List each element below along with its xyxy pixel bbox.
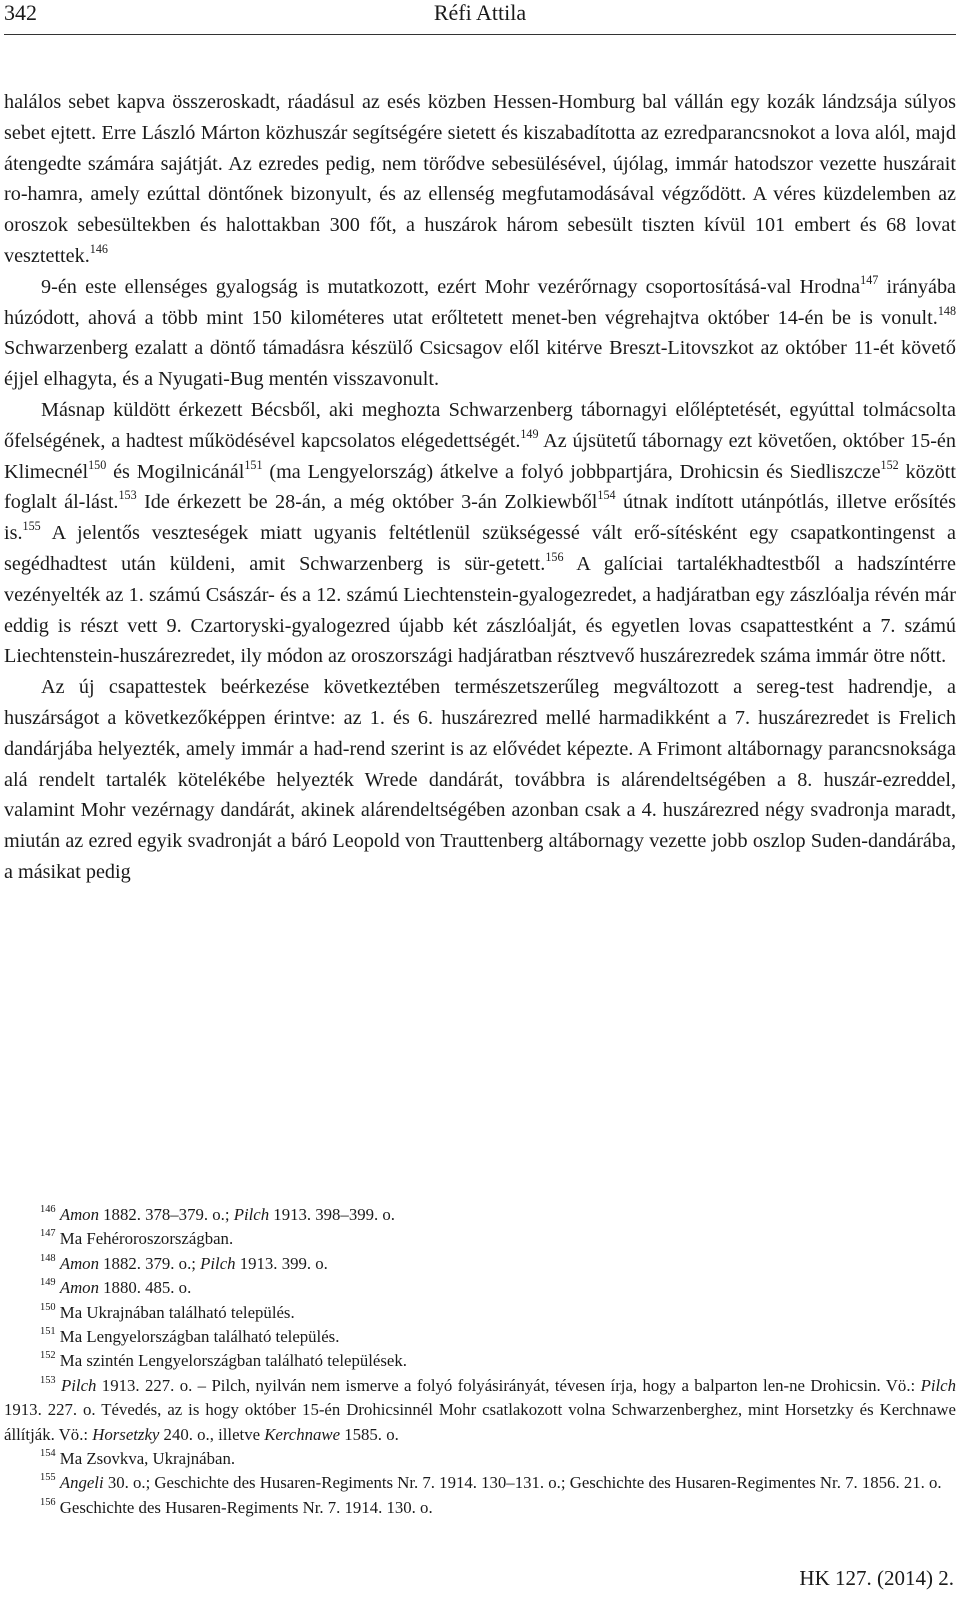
paragraph: Az új csapattestek beérkezése következtében természetszerűleg megváltozott a sereg-test hadrendje, a huszárságot a következőképpen érintve: az 1. és 6. huszárezred mellé harmadikként a 7. huszárezredet is Frelich dandárjába helyezték, amely immár a had-rend szerint is az elővédet képezte. A Frimont altábornagy parancsnoksága alá rendelt tartalék kötelékébe helyezték Wrede dandárát, továbbra is alárendeltségében a 8. huszár-ezreddel, valamint Mohr vezérnagy dandárát, akinek alárendeltségében azonban csak a 4. huszárezred négy svadronja maradt, miután az ezred egyik svadronját a báró Leopold von Trauttenberg altábornagy vezette jobb oszlop Suden-dandárába, a másikat pedig — [4, 676, 956, 883]
main-text — [4, 87, 956, 888]
footnote-number: 146 — [40, 1204, 56, 1216]
footnote: $^{151}$ Ma Lengyelországban található település. — [40, 1326, 340, 1347]
footnote-number: 153 — [40, 1375, 56, 1387]
footnote-ref[interactable]: 151 — [244, 457, 263, 472]
footnote-number: 156 — [40, 1497, 56, 1509]
footnote-ref[interactable]: 152 — [880, 457, 899, 472]
footnote-ref[interactable]: 148 — [937, 303, 956, 318]
footnote: $^{146}$ Amon 1882. 378–379. o.; Pilch 1913. 398–399. o. — [40, 1204, 395, 1224]
footnote-ref[interactable]: 150 — [88, 457, 107, 472]
footnote: $^{155}$ Angeli 30. o.; Geschichte des Husaren-Regiments Nr. 7. 1914. 130–131. o.; Geschichte des Husaren-Regimentes Nr. 7. 1856. 21. o. — [40, 1472, 942, 1493]
footnote: $^{154}$ Ma Zsovkva, Ukrajnában. — [40, 1448, 236, 1469]
footnote: $^{153}$ Pilch 1913. 227. o. – Pilch, nyilván nem ismerve a folyó folyásirányát, tévesen írja, hogy a balparton len-ne Drohicsin. Vö.: Pilch 1913. 227. o. Tévedés, az is hogy október 15-én Drohicsinnél Mohr csatlakozott volna Schwarzenberghez, mint Horsetzky és Kerchnawe állítják. Vö.: Horsetzky 240. o., illetve Kerchnawe 1585. o. — [4, 1375, 956, 1444]
footnote-ref[interactable]: 153 — [118, 488, 137, 503]
footnote-ref[interactable]: 155 — [22, 519, 41, 534]
journal-footer: HK 127. (2014) 2. — [799, 1566, 954, 1590]
footnote-ref[interactable]: 154 — [597, 488, 616, 503]
footnote-number: 150 — [40, 1301, 56, 1313]
footnote-number: 154 — [40, 1448, 56, 1460]
footnote-ref[interactable]: 149 — [520, 426, 539, 441]
page-header — [4, 0, 956, 35]
footnote: $^{156}$ Geschichte des Husaren-Regiments Nr. 7. 1914. 130. o. — [40, 1497, 433, 1517]
footnote: $^{149}$ Amon 1880. 485. o. — [40, 1277, 192, 1298]
footnote-ref[interactable]: 147 — [860, 272, 879, 287]
footnote: $^{150}$ Ma Ukrajnában található település. — [40, 1301, 295, 1322]
footnote-number: 149 — [40, 1277, 56, 1289]
footnote-number: 147 — [40, 1228, 56, 1240]
footnote-number: 148 — [40, 1253, 56, 1265]
footnote: $^{152}$ Ma szintén Lengyelországban található települések. — [40, 1350, 407, 1371]
footnote: $^{147}$ Ma Fehéroroszországban. — [40, 1228, 234, 1249]
footnotes — [4, 1203, 956, 1520]
running-head: Réfi Attila — [433, 0, 527, 25]
paragraph: 9-én este ellenséges gyalogság is mutatkozott, ezért Mohr vezérőrnagy csoportosításá-val Hrodna$^{147}$ irányába húzódott, ahová a több mint 150 kilométeres utat erőltetett menet-ben végrehajtva október 14-én be is vonult.$^{148}$ Schwarzenberg ezalatt a döntő támadásra készülő Csicsagov elől kitérve Breszt-Litovszkot az október 11-ét követő éjjel elhagyta, és a Nyugati-Bug mentén visszavonult. — [4, 272, 957, 391]
page-number: 342 — [4, 0, 37, 25]
paragraph: Másnap küldött érkezett Bécsből, aki meghozta Schwarzenberg tábornagyi előléptetését, egyúttal tolmácsolta őfelségének, a hadtest működésével kapcsolatos elégedettségét.$^{149}$ Az újsütetű tábornagy ezt követően, október 15-én Klimecnél$^{150}$ és Mogilnicánál$^{151}$ (ma Lengyelország) átkelve a folyó jobbpartjára, Drohicsin és Siedliszcze$^{152}$ között foglalt ál-lást.$^{153}$ Ide érkezett be 28-án, a még október 3-án Zolkiewből$^{154}$ útnak indított utánpótlás, illetve erősítés is.$^{155}$ A jelentős veszteségek miatt ugyanis feltétlenül szükségessé vált erő-sítésként egy csapatkontingenst a segédhadtest után küldeni, amit Schwarzenberg is sür-getett.$^{156}$ A galíciai tartalékhadtestből a hadszíntérre vezényelték az 1. számú Császár- és a 12. számú Liechtenstein-gyalogezredet, a hadjáratban egy zászlóalja révén már eddig is részt vett 9. Czartoryski-gyalogezred újabb két zászlóalját, és egyetlen lovas csapattestként a 7. számú Liechtenstein-huszárezredet, ily módon az oroszországi hadjáratban résztvevő huszárezredek száma immár ötre nőtt. — [4, 398, 956, 668]
footnote-ref[interactable]: 146 — [89, 241, 108, 256]
footnote-number: 155 — [40, 1472, 56, 1484]
footnote-number: 151 — [40, 1326, 56, 1338]
footnote-number: 152 — [40, 1350, 56, 1362]
paragraph: halálos sebet kapva összeroskadt, ráadásul az esés közben Hessen-Homburg bal vállán egy kozák lándzsája súlyos sebet ejtett. Erre László Márton közhuszár segítségére sietett és kiszabadította az ezredparancsnokot a lova alól, majd átengedte számára sajátját. Az ezredes pedig, nem törődve sebesülésével, újólag, immár hatodszor vezette huszárait ro-hamra, amely ezúttal döntőnek bizonyult, és az ellenség megfutamodásával végződött. A véres küzdelemben az oroszok sebesültekben és halottakban 300 főt, a huszárok három sebesült tiszten kívül 101 embert és 68 lovat vesztettek.$^{146}$ — [4, 91, 956, 267]
footnote-ref[interactable]: 156 — [545, 549, 564, 564]
footnote: $^{148}$ Amon 1882. 379. o.; Pilch 1913. 399. o. — [40, 1253, 328, 1273]
